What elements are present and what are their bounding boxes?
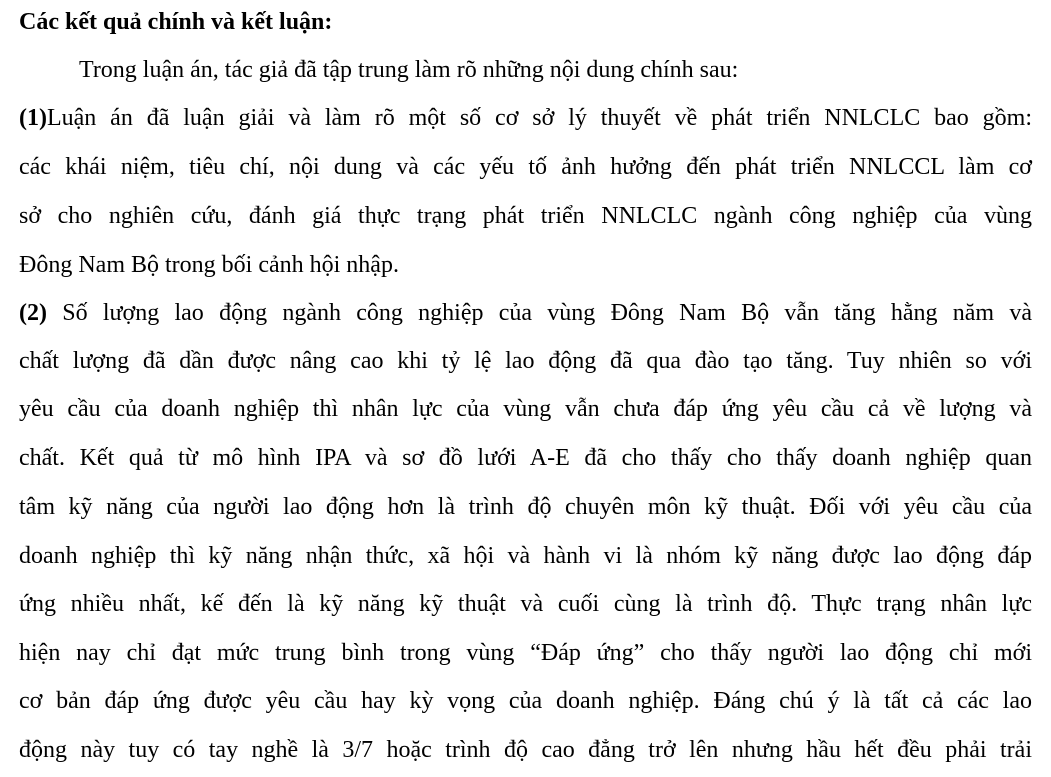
point-2-text: Số lượng lao động ngành công nghiệp của vùng Đông Nam Bộ vẫn tăng hằng năm và bbox=[46, 300, 1032, 326]
point-2-line-5: tâm kỹ năng của người lao động hơn là trình độ chuyên môn kỹ thuật. Đối với yêu cầu của bbox=[19, 494, 1032, 520]
point-2-line-4: chất. Kết quả từ mô hình IPA và sơ đồ lưới A-E đã cho thấy cho thấy doanh nghiệp quan bbox=[19, 445, 1032, 471]
point-2-line-1 bbox=[19, 298, 1032, 328]
point-2-line-3: yêu cầu của doanh nghiệp thì nhân lực của vùng vẫn chưa đáp ứng yêu cầu cả về lượng và bbox=[19, 396, 1032, 422]
point-2-line-8: hiện nay chỉ đạt mức trung bình trong vùng “Đáp ứng” cho thấy người lao động chỉ mới bbox=[19, 640, 1032, 666]
point-2-line-10: động này tuy có tay nghề là 3/7 hoặc trình độ cao đẳng trở lên nhưng hầu hết đều phải trải bbox=[19, 737, 1032, 763]
point-2-line-6: doanh nghiệp thì kỹ năng nhận thức, xã hội và hành vi là nhóm kỹ năng được lao động đáp bbox=[19, 543, 1032, 569]
point-1-number: (1) bbox=[19, 105, 47, 131]
point-2-number: (2) bbox=[19, 300, 47, 326]
section-heading: Các kết quả chính và kết luận: bbox=[19, 9, 333, 35]
point-1-line-1 bbox=[19, 103, 1032, 133]
point-2-line-2: chất lượng đã dần được nâng cao khi tỷ lệ lao động đã qua đào tạo tăng. Tuy nhiên so với bbox=[19, 348, 1032, 374]
intro-paragraph: Trong luận án, tác giả đã tập trung làm rõ những nội dung chính sau: bbox=[79, 57, 739, 83]
point-2-line-9: cơ bản đáp ứng được yêu cầu hay kỳ vọng của doanh nghiệp. Đáng chú ý là tất cả các lao bbox=[19, 688, 1032, 714]
point-1-line-2: các khái niệm, tiêu chí, nội dung và các yếu tố ảnh hưởng đến phát triển NNLCCL làm cơ bbox=[19, 154, 1032, 180]
point-1-line-3: sở cho nghiên cứu, đánh giá thực trạng phát triển NNLCLC ngành công nghiệp của vùng bbox=[19, 203, 1032, 229]
point-1-line-4: Đông Nam Bộ trong bối cảnh hội nhập. bbox=[19, 252, 399, 278]
point-1-text: Luận án đã luận giải và làm rõ một số cơ sở lý thuyết về phát triển NNLCLC bao gồm: bbox=[46, 105, 1032, 131]
point-2-line-7: ứng nhiều nhất, kế đến là kỹ năng kỹ thuật và cuối cùng là trình độ. Thực trạng nhân lực bbox=[19, 591, 1032, 617]
